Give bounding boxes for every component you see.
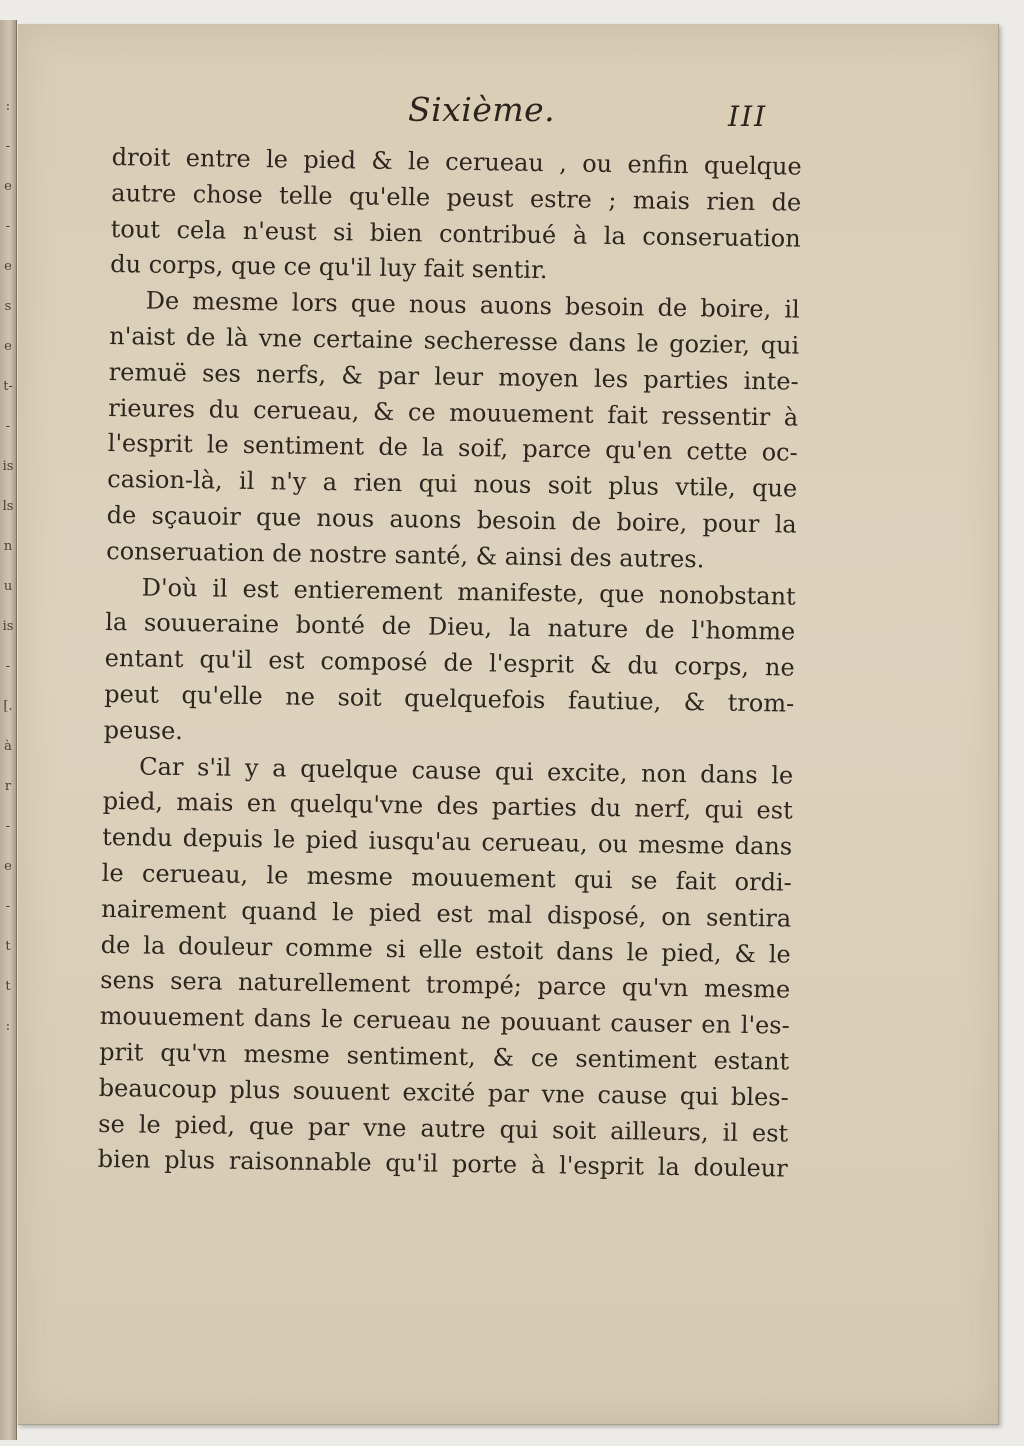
text-line: tout cela n'eust si bien contribué à la conseruation [110, 214, 801, 253]
text-line: conseruation de nostre santé, & ainsi des autres. [106, 536, 705, 574]
text-line: remuë ses nerfs, & par leur moyen les parties inte- [108, 357, 799, 396]
text-line: n'aist de là vne certaine secheresse dans le gozier, qui [109, 321, 800, 360]
margin-fragment: - [5, 139, 11, 154]
margin-fragment: is [2, 459, 14, 474]
text-line: D'où il est entierement manifeste, que nonobstant [141, 573, 796, 611]
page-number: III [728, 100, 768, 133]
margin-fragment: e [4, 179, 12, 194]
text-line: droit entre le pied & le cerueau , ou enfin quelque [111, 142, 802, 181]
text-line: se le pied, que par vne autre qui soit ailleurs, il est [98, 1109, 789, 1148]
text-line: rieures du cerueau, & ce mouuement fait ressentir à [108, 393, 799, 432]
margin-fragment: is [2, 619, 14, 634]
margin-fragment: : [5, 1019, 11, 1034]
margin-fragment: t [5, 979, 11, 994]
text-line: bien plus raisonnable qu'il porte à l'esprit la douleur [97, 1145, 788, 1183]
text-line: mouuement dans le cerueau ne pouuant causer en l'es- [99, 1002, 790, 1040]
text-line: peut qu'elle ne soit quelquefois fautiue, & trom- [104, 679, 795, 718]
body-text [98, 140, 802, 1188]
text-line: beaucoup plus souuent excité par vne cause qui bles- [98, 1073, 789, 1112]
margin-fragment: - [5, 419, 11, 434]
margin-fragment: n [3, 539, 13, 554]
text-line: tendu depuis le pied iusqu'au cerueau, ou mesme dans [102, 823, 793, 861]
margin-fragment: ls [2, 499, 14, 514]
margin-fragment: s [4, 299, 12, 314]
text-line: sens sera naturellement trompé; parce qu'vn mesme [100, 966, 791, 1004]
margin-fragment: à [4, 739, 12, 754]
scan-background-top [0, 0, 1024, 24]
previous-page-edge [0, 20, 17, 1440]
text-line: nairement quand le pied est mal disposé, on sentira [101, 894, 792, 933]
margin-fragment: u [3, 579, 13, 594]
text-line: de la douleur comme si elle estoit dans le pied, & le [100, 930, 791, 969]
margin-fragment: t- [3, 379, 13, 394]
text-line: entant qu'il est composé de l'esprit & du corps, ne [104, 644, 795, 682]
text-line: l'esprit le sentiment de la soif, parce qu'en cette oc- [107, 429, 798, 467]
text-line: pied, mais en quelqu'vne des parties du nerf, qui est [102, 787, 793, 825]
running-head [0, 90, 1024, 134]
margin-fragment: e [4, 859, 12, 874]
text-line: de sçauoir que nous auons besoin de boire, pour la [106, 500, 797, 539]
text-line: du corps, que ce qu'il luy fait sentir. [110, 250, 548, 285]
margin-fragment: - [5, 219, 11, 234]
text-line: autre chose telle qu'elle peust estre ; mais rien de [111, 178, 802, 217]
text-line: prit qu'vn mesme sentiment, & ce sentiment estant [99, 1037, 790, 1076]
margin-fragment: t [5, 939, 11, 954]
margin-fragment: - [5, 899, 11, 914]
page-title: Sixième. [408, 90, 556, 129]
margin-fragment: e [4, 259, 12, 274]
margin-fragment: - [5, 659, 11, 674]
text-line: la souueraine bonté de Dieu, la nature de l'homme [105, 608, 796, 646]
text-line: Car s'il y a quelque cause qui excite, non dans le [139, 751, 794, 790]
text-line: peuse. [103, 715, 184, 745]
margin-fragment: e [4, 339, 12, 354]
margin-fragment: - [5, 819, 11, 834]
margin-fragment: [. [3, 699, 13, 714]
margin-fragment: r [4, 779, 12, 794]
text-line: casion-là, il n'y a rien qui nous soit plus vtile, que [107, 465, 798, 503]
text-line: De mesme lors que nous auons besoin de boire, il [145, 286, 800, 324]
text-line: le cerueau, le mesme mouuement qui se fait ordi- [101, 858, 792, 897]
margin-fragment: : [5, 99, 11, 114]
